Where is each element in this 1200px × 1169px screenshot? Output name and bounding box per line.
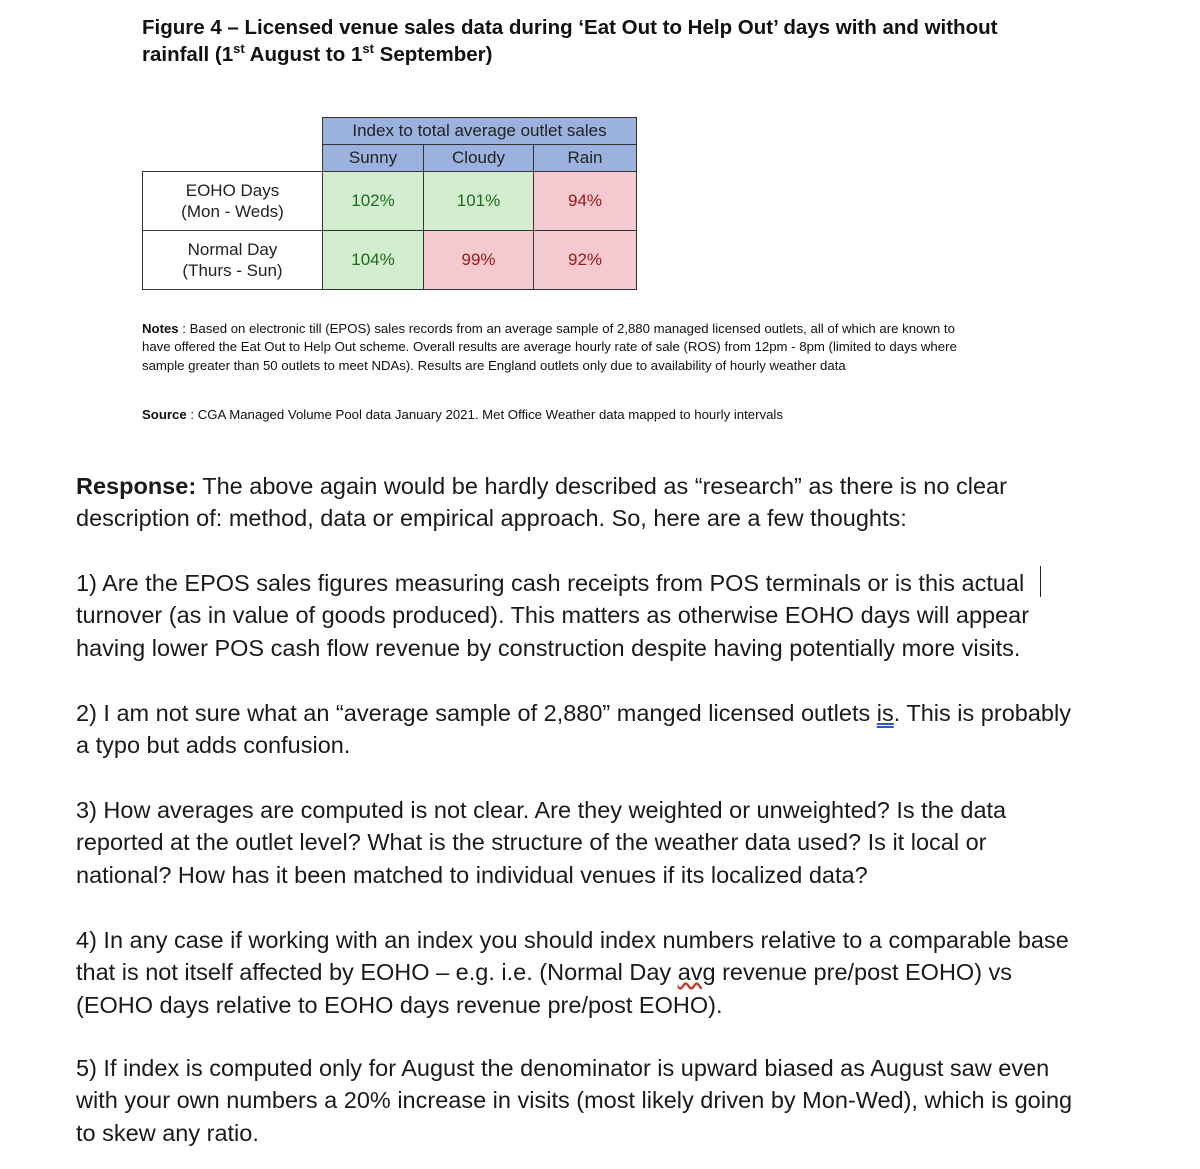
table-corner bbox=[143, 145, 323, 172]
table-cell: 94% bbox=[534, 172, 637, 231]
figure-title-superscript: st bbox=[233, 41, 245, 57]
figure-title-text: September) bbox=[373, 43, 493, 66]
response-paragraph bbox=[76, 470, 1086, 535]
table-cell: 92% bbox=[534, 231, 637, 290]
sales-index-table bbox=[142, 117, 637, 290]
row-label-eoho-days bbox=[143, 172, 323, 231]
row-label-line: Normal Day bbox=[187, 240, 278, 259]
notes-paragraph bbox=[142, 320, 972, 375]
row-label-line: (Thurs - Sun) bbox=[182, 261, 283, 280]
text-cursor bbox=[1040, 566, 1041, 597]
point-3-text: 3) How averages are computed is not clear. Are they weighted or unweighted? Is the data reported at the outlet level? What is the structure of the weather data used? Is it local or national? How has it been matched to individual venues if its localized data? bbox=[76, 797, 1007, 888]
point-4 bbox=[76, 924, 1086, 1021]
table-row bbox=[143, 231, 637, 290]
notes-label: Notes bbox=[142, 321, 179, 336]
row-label-normal-day bbox=[143, 231, 323, 290]
figure-title bbox=[142, 14, 1042, 68]
table-cell: 102% bbox=[323, 172, 424, 231]
point-2 bbox=[76, 697, 1086, 762]
spelling-flagged-word: avg bbox=[677, 959, 716, 986]
point-4-text: revenue pre/post EOHO) vs (EOHO days relative to EOHO days revenue pre/post EOHO). bbox=[76, 959, 1013, 1018]
notes-text: : Based on electronic till (EPOS) sales records from an average sample of 2,880 managed licensed outlets, all of which are known to have offered the Eat Out to Help Out scheme. Overall results are average hourly rate of sale (ROS) from 12pm - 8pm (limited to days where sample greater than 50 outlets to meet NDAs). Results are England outlets only due to availability of hourly weather data bbox=[142, 321, 957, 373]
table-main-header: Index to total average outlet sales bbox=[323, 118, 637, 145]
point-2-text: 2) I am not sure what an “average sample of 2,880” manged licensed outlets bbox=[76, 700, 877, 726]
table-row bbox=[143, 172, 637, 231]
figure-title-text: August to 1 bbox=[244, 43, 363, 66]
source-text: : CGA Managed Volume Pool data January 2021. Met Office Weather data mapped to hourly intervals bbox=[186, 407, 783, 422]
column-header-rain: Rain bbox=[534, 145, 637, 172]
point-1 bbox=[76, 567, 1086, 664]
figure-title-text: Figure 4 – Licensed venue sales data during ‘Eat Out to Help Out’ days with and without rainfall (1 bbox=[142, 16, 998, 66]
column-header-cloudy: Cloudy bbox=[424, 145, 534, 172]
table-cell: 104% bbox=[323, 231, 424, 290]
row-label-line: (Mon - Weds) bbox=[181, 202, 284, 221]
point-5-text: 5) If index is computed only for August the denominator is upward biased as August saw even with your own numbers a 20% increase in visits (most likely driven by Mon-Wed), which is going to skew any ratio. bbox=[76, 1055, 1073, 1146]
table-corner bbox=[143, 118, 323, 145]
point-4-text: 4) In any case if working with an index you should index numbers relative to a comparable base that is not itself affected by EOHO – e.g. i.e. (Normal Day bbox=[76, 927, 1069, 986]
response-text: The above again would be hardly described as “research” as there is no clear description of: method, data or empirical approach. So, here are a few thoughts: bbox=[76, 473, 1007, 532]
grammar-flagged-word: is bbox=[876, 700, 894, 726]
table-cell: 99% bbox=[424, 231, 534, 290]
point-2-text: . This is probably a typo but adds confusion. bbox=[76, 700, 1071, 759]
source-paragraph bbox=[142, 406, 972, 424]
point-5 bbox=[76, 1052, 1086, 1149]
point-3 bbox=[76, 794, 1086, 891]
point-1-text: 1) Are the EPOS sales figures measuring cash receipts from POS terminals or is this actual turnover (as in value of goods produced). This matters as otherwise EOHO days will appear having lower POS cash flow revenue by construction despite having potentially more visits. bbox=[76, 570, 1030, 661]
table-cell: 101% bbox=[424, 172, 534, 231]
source-label: Source bbox=[142, 407, 187, 422]
column-header-sunny: Sunny bbox=[323, 145, 424, 172]
response-label: Response: bbox=[76, 473, 197, 499]
figure-title-superscript: st bbox=[362, 41, 374, 57]
row-label-line: EOHO Days bbox=[185, 181, 280, 200]
